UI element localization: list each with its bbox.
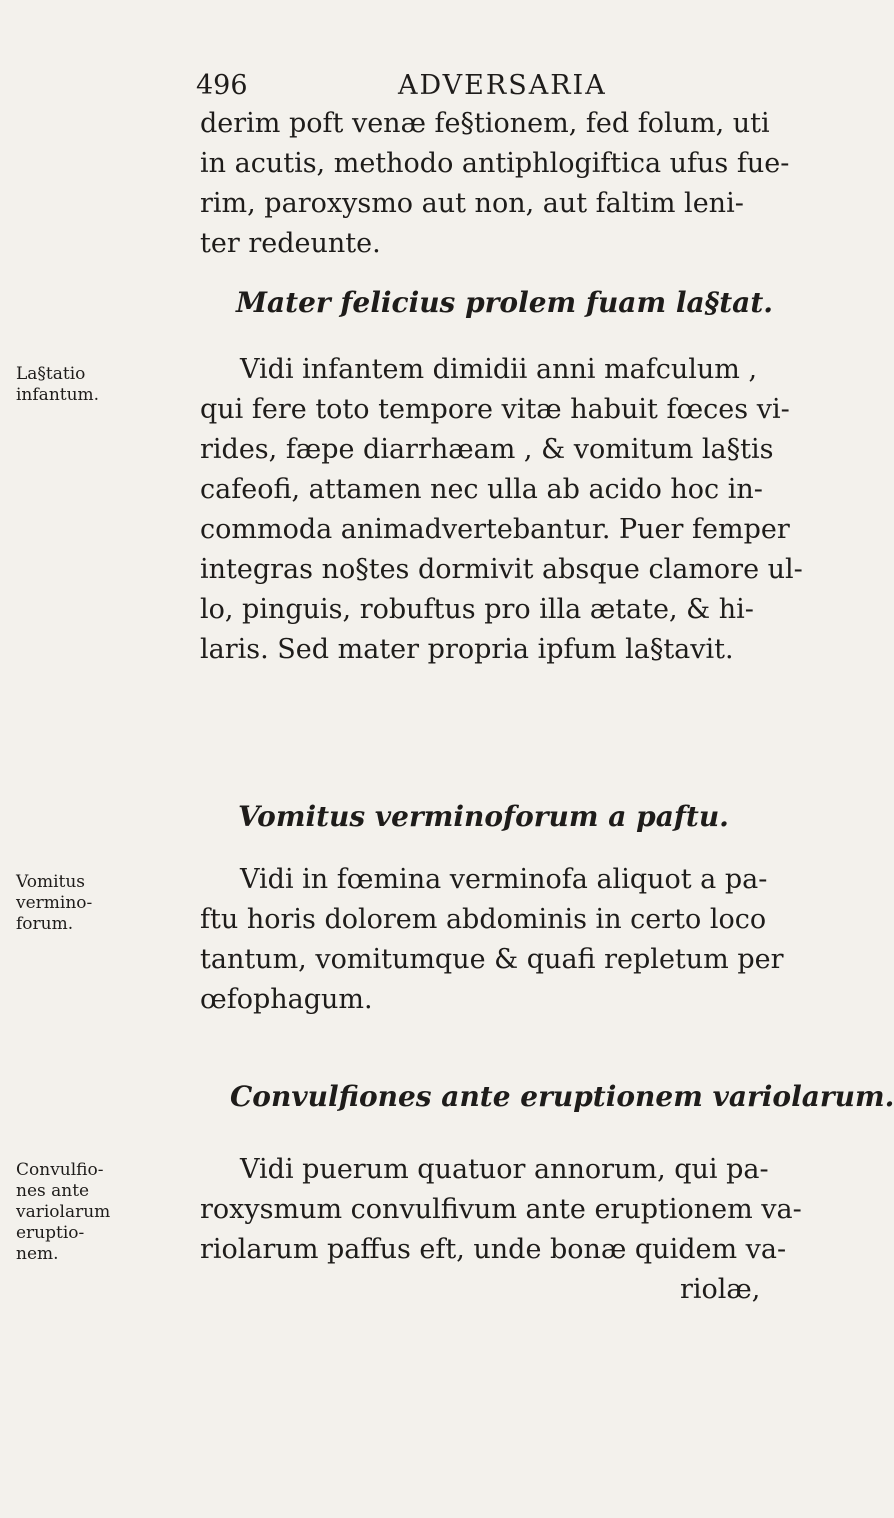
margin-note-lactatio <box>16 364 192 406</box>
text-line: riolarum paffus eft, unde bonæ quidem va- <box>200 1234 787 1265</box>
section-heading-lactatio: Mater felicius prolem fuam la§tat. <box>236 286 774 319</box>
paragraph-2 <box>200 350 803 670</box>
text-line: rim, paroxysmo aut non, aut faltim leni- <box>200 188 744 219</box>
margin-note-line: infantum. <box>16 385 100 405</box>
paragraph-1 <box>200 104 790 264</box>
margin-note-line: Convulfio- <box>16 1160 104 1180</box>
text-line: cafeofi, attamen nec ulla ab acido hoc in- <box>200 474 763 505</box>
margin-note-vomitus <box>16 872 192 935</box>
text-line: qui fere toto tempore vitæ habuit fœces vi- <box>200 394 790 425</box>
text-line: ter redeunte. <box>200 228 381 259</box>
catchword: riolæ, <box>680 1274 761 1305</box>
margin-note-line: vermino- <box>16 893 93 913</box>
margin-note-line: Vomitus <box>16 872 86 892</box>
paragraph-3 <box>200 860 784 1020</box>
paragraph-4 <box>200 1150 802 1310</box>
section-heading-vomitus: Vomitus verminoforum a paftu. <box>238 800 729 833</box>
section-heading-convulfiones: Convulfiones ante eruptionem variolarum. <box>230 1080 894 1113</box>
margin-note-line: forum. <box>16 914 74 934</box>
text-line: integras no§tes dormivit absque clamore ul- <box>200 554 803 585</box>
text-line: rides, fæpe diarrhæam , & vomitum la§tis <box>200 434 774 465</box>
text-line: ftu horis dolorem abdominis in certo loco <box>200 904 767 935</box>
text-line: œfophagum. <box>200 984 373 1015</box>
text-line: laris. Sed mater propria ipfum la§tavit. <box>200 634 734 665</box>
text-line: roxysmum convulfivum ante eruptionem va- <box>200 1194 802 1225</box>
running-title: ADVERSARIA <box>398 70 607 101</box>
text-line: derim poft venæ fe§tionem, fed folum, uti <box>200 108 770 139</box>
margin-note-line: nem. <box>16 1244 59 1264</box>
text-line: commoda animadvertebantur. Puer femper <box>200 514 790 545</box>
text-line: lo, pinguis, robuftus pro illa ætate, & hi- <box>200 594 754 625</box>
margin-note-line: eruptio- <box>16 1223 85 1243</box>
text-line: Vidi in fœmina verminofa aliquot a pa- <box>240 864 768 895</box>
margin-note-convulfiones <box>16 1160 192 1265</box>
text-line: Vidi puerum quatuor annorum, qui pa- <box>240 1154 769 1185</box>
margin-note-line: nes ante <box>16 1181 90 1201</box>
text-line: tantum, vomitumque & quafi repletum per <box>200 944 784 975</box>
margin-note-line: variolarum <box>16 1202 111 1222</box>
text-line: Vidi infantem dimidii anni mafculum , <box>240 354 758 385</box>
page-number: 496 <box>196 70 248 101</box>
margin-note-line: La§tatio <box>16 364 86 384</box>
text-line: in acutis, methodo antiphlogiftica ufus fue- <box>200 148 790 179</box>
